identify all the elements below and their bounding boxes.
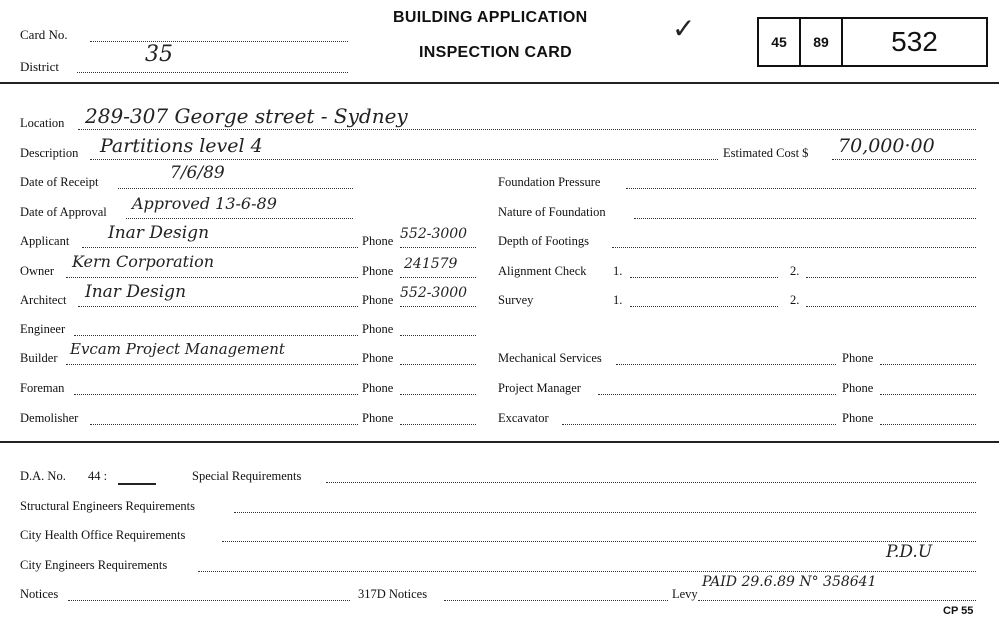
architect-phone-field[interactable] [400, 306, 476, 307]
code-b: 89 [813, 34, 829, 50]
da-label: D.A. No. [20, 469, 66, 483]
card-number: 532 [891, 26, 938, 57]
survey-label: Survey [498, 293, 534, 307]
survey-1-label: 1. [613, 293, 623, 307]
excavator-label: Excavator [498, 411, 549, 425]
header-divider [0, 82, 999, 84]
owner-field[interactable] [66, 277, 358, 278]
owner-phone-label: Phone [362, 264, 394, 278]
structural-field[interactable] [234, 512, 976, 513]
card-code-box [757, 17, 988, 67]
architect-phone: 552-3000 [400, 285, 468, 301]
excavator-phone-field[interactable] [880, 424, 976, 425]
district-value: 35 [145, 42, 173, 67]
district-field[interactable] [77, 72, 348, 73]
form-title-line1: BUILDING APPLICATION [393, 9, 588, 26]
receipt-label: Date of Receipt [20, 175, 99, 189]
approval-value: Approved 13-6-89 [132, 194, 277, 213]
notices-label: Notices [20, 587, 59, 601]
builder-phone-field[interactable] [400, 364, 476, 365]
form-code: CP 55 [943, 605, 974, 617]
builder-value: Evcam Project Management [70, 340, 285, 358]
survey-2-label: 2. [790, 293, 800, 307]
main-divider [0, 441, 999, 443]
applicant-field[interactable] [82, 247, 358, 248]
architect-phone-label: Phone [362, 293, 394, 307]
special-label: Special Requirements [192, 469, 302, 483]
description-field[interactable] [90, 159, 718, 160]
foundation-pressure-field[interactable] [626, 188, 976, 189]
nature-foundation-field[interactable] [634, 218, 976, 219]
mechanical-field[interactable] [616, 364, 836, 365]
mechanical-phone-label: Phone [842, 351, 874, 365]
architect-field[interactable] [78, 306, 358, 307]
alignment-2-field[interactable] [806, 277, 976, 278]
notices-317d-field[interactable] [444, 600, 668, 601]
card-no-field[interactable] [90, 41, 348, 42]
applicant-phone: 552-3000 [400, 226, 468, 242]
description-label: Description [20, 146, 79, 160]
city-eng-field[interactable] [198, 571, 976, 572]
structural-label: Structural Engineers Requirements [20, 499, 195, 513]
applicant-phone-label: Phone [362, 234, 394, 248]
demolisher-phone-label: Phone [362, 411, 394, 425]
notices-317d-label: 317D Notices [358, 587, 428, 601]
mechanical-phone-field[interactable] [880, 364, 976, 365]
alignment-2-label: 2. [790, 264, 800, 278]
foreman-field[interactable] [74, 394, 358, 395]
estimated-cost-value: 70,000·00 [838, 135, 935, 157]
depth-footings-field[interactable] [612, 247, 976, 248]
owner-value: Kern Corporation [72, 252, 215, 271]
demolisher-phone-field[interactable] [400, 424, 476, 425]
foreman-phone-label: Phone [362, 381, 394, 395]
owner-phone: 241579 [404, 256, 458, 272]
alignment-label: Alignment Check [498, 264, 587, 278]
form-title-line2: INSPECTION CARD [419, 44, 572, 61]
project-manager-phone-label: Phone [842, 381, 874, 395]
levy-label: Levy [672, 587, 698, 601]
notices-field[interactable] [68, 600, 350, 601]
builder-label: Builder [20, 351, 58, 365]
city-eng-label: City Engineers Requirements [20, 558, 168, 572]
special-field[interactable] [326, 482, 976, 483]
project-manager-phone-field[interactable] [880, 394, 976, 395]
survey-2-field[interactable] [806, 306, 976, 307]
owner-phone-field[interactable] [400, 277, 476, 278]
health-label: City Health Office Requirements [20, 528, 186, 542]
da-field[interactable] [118, 483, 156, 485]
depth-footings-label: Depth of Footings [498, 234, 589, 248]
district-label: District [20, 59, 59, 74]
engineer-phone-label: Phone [362, 322, 394, 336]
code-a: 45 [771, 34, 787, 50]
foreman-label: Foreman [20, 381, 65, 395]
project-manager-label: Project Manager [498, 381, 581, 395]
applicant-label: Applicant [20, 234, 70, 248]
receipt-value: 7/6/89 [170, 163, 225, 183]
card-no-label: Card No. [20, 27, 68, 42]
builder-phone-label: Phone [362, 351, 394, 365]
initials: P.D.U [886, 542, 933, 562]
estimated-cost-label: Estimated Cost $ [723, 146, 809, 160]
applicant-phone-field[interactable] [400, 247, 476, 248]
approval-label: Date of Approval [20, 205, 107, 219]
location-value: 289-307 George street - Sydney [85, 104, 408, 128]
location-field[interactable] [78, 129, 976, 130]
demolisher-label: Demolisher [20, 411, 79, 425]
owner-label: Owner [20, 264, 55, 278]
levy-value: PAID 29.6.89 N° 358641 [702, 574, 877, 590]
excavator-phone-label: Phone [842, 411, 874, 425]
architect-value: Inar Design [85, 282, 187, 302]
alignment-1-field[interactable] [630, 277, 778, 278]
estimated-cost-field[interactable] [832, 159, 976, 160]
project-manager-field[interactable] [598, 394, 836, 395]
mechanical-label: Mechanical Services [498, 351, 602, 365]
foundation-pressure-label: Foundation Pressure [498, 175, 601, 189]
survey-1-field[interactable] [630, 306, 778, 307]
location-label: Location [20, 116, 65, 130]
nature-foundation-label: Nature of Foundation [498, 205, 606, 219]
da-value: 44 : [88, 469, 108, 483]
engineer-label: Engineer [20, 322, 66, 336]
approval-field[interactable] [126, 218, 353, 219]
applicant-value: Inar Design [108, 223, 210, 243]
excavator-field[interactable] [562, 424, 836, 425]
engineer-phone-field[interactable] [400, 335, 476, 336]
engineer-field[interactable] [74, 335, 358, 336]
health-field[interactable] [222, 541, 976, 542]
alignment-1-label: 1. [613, 264, 623, 278]
receipt-field[interactable] [118, 188, 353, 189]
levy-field[interactable] [698, 600, 976, 601]
builder-field[interactable] [66, 364, 358, 365]
description-value: Partitions level 4 [100, 135, 263, 157]
demolisher-field[interactable] [90, 424, 358, 425]
architect-label: Architect [20, 293, 67, 307]
check-mark-icon: ✓ [672, 12, 696, 45]
foreman-phone-field[interactable] [400, 394, 476, 395]
